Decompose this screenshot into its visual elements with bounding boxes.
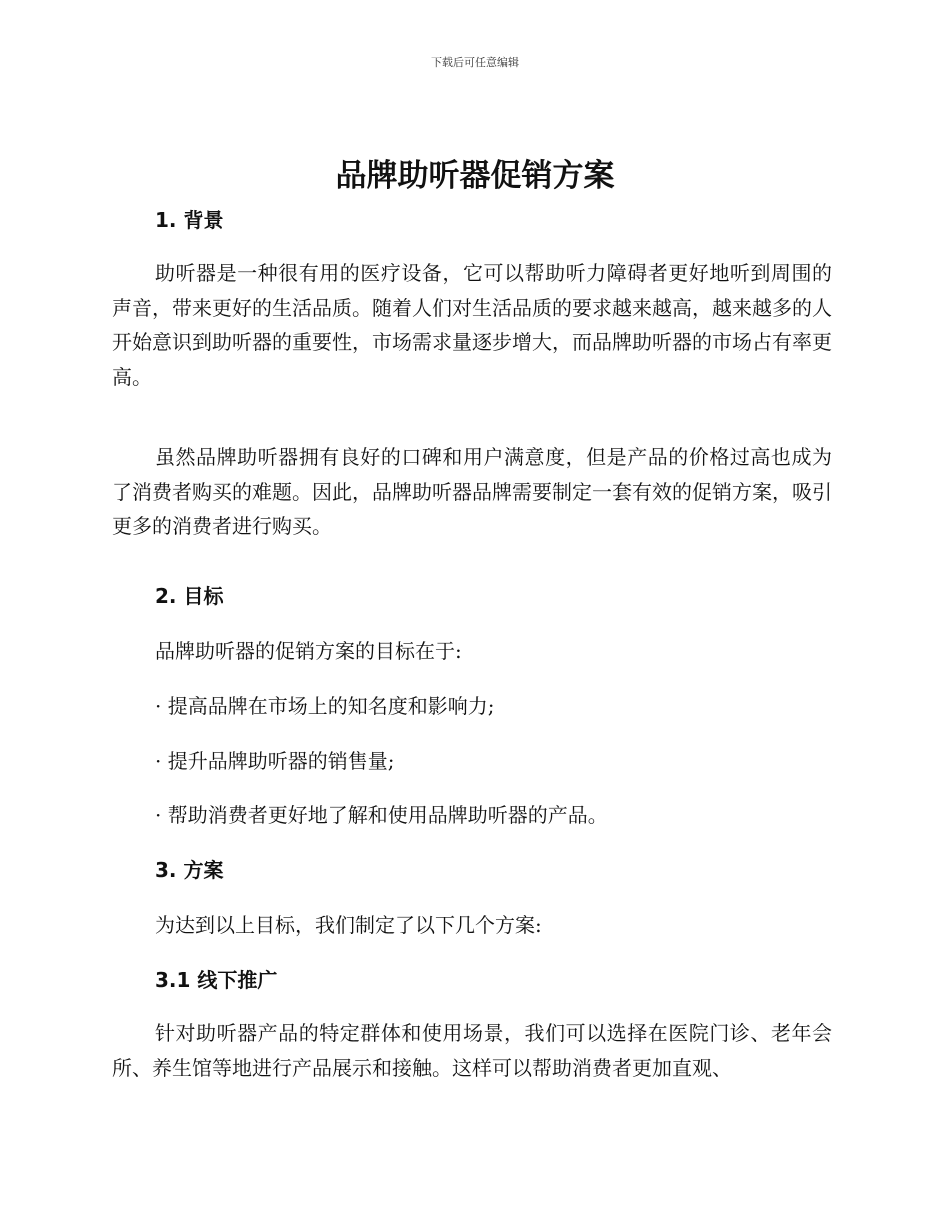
page-header-note: 下载后可任意编辑 <box>431 56 519 69</box>
section-2-bullet-3: · 帮助消费者更好地了解和使用品牌助听器的产品。 <box>155 803 608 827</box>
section-3-heading: 3. 方案 <box>155 858 224 882</box>
section-3-1-heading: 3.1 线下推广 <box>155 968 278 992</box>
section-2-bullet-2: · 提升品牌助听器的销售量; <box>155 749 395 773</box>
section-3-1-paragraph: 针对助听器产品的特定群体和使用场景，我们可以选择在医院门诊、老年会所、养生馆等地进行产品展示和接触。这样可以帮助消费者更加直观、 <box>112 1021 832 1080</box>
section-1-heading: 1. 背景 <box>155 208 224 232</box>
section-3-intro: 为达到以上目标，我们制定了以下几个方案: <box>155 913 542 937</box>
section-2-bullet-1: · 提高品牌在市场上的知名度和影响力; <box>155 694 495 718</box>
document-title: 品牌助听器促销方案 <box>335 158 615 194</box>
section-2-heading: 2. 目标 <box>155 584 224 608</box>
section-1-paragraph-1: 助听器是一种很有用的医疗设备，它可以帮助听力障碍者更好地听到周围的声音，带来更好的生活品质。随着人们对生活品质的要求越来越高，越来越多的人开始意识到助听器的重要性，市场需求量逐步增大，而品牌助听器的市场占有率更高。 <box>112 261 832 389</box>
section-1-paragraph-2: 虽然品牌助听器拥有良好的口碑和用户满意度，但是产品的价格过高也成为了消费者购买的难题。因此，品牌助听器品牌需要制定一套有效的促销方案，吸引更多的消费者进行购买。 <box>112 445 832 538</box>
section-2-intro: 品牌助听器的促销方案的目标在于: <box>155 639 462 663</box>
